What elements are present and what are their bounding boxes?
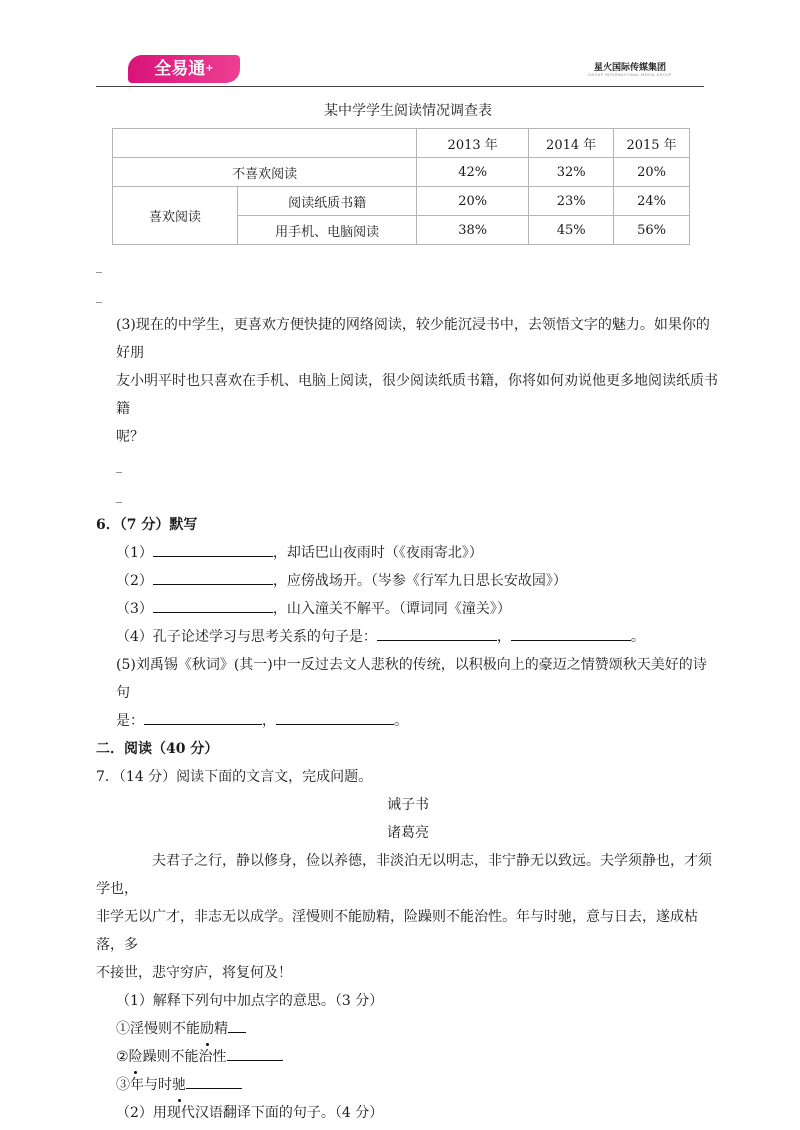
row-label: 用手机、电脑阅读 (238, 216, 417, 245)
word-item (96, 1015, 720, 1043)
table-corner-cell (113, 129, 417, 158)
table-cell: 42% (417, 158, 529, 187)
fill-item (96, 707, 720, 735)
brand-logo-mark: + (205, 63, 214, 74)
answer-blank[interactable] (144, 710, 262, 725)
table-title: 某中学学生阅读情况调查表 (324, 103, 492, 119)
item-text: ，却话巴山夜雨时（《夜雨寄北》） (272, 545, 483, 561)
publisher-name: 星火国际传媒集团 (593, 63, 666, 73)
item-prefix: （4）孔子论述学习与思考关系的句子是： (116, 629, 377, 645)
answer-dash: _ (116, 489, 122, 503)
survey-table (112, 128, 690, 245)
question-text: (3)现在的中学生，更喜欢方便快捷的网络阅读，较少能沉浸书中，去领悟文字的魅力。如果你的好朋 (116, 317, 710, 361)
publisher-badge (560, 60, 700, 77)
word-text: ①淫慢则不能 (116, 1021, 200, 1037)
item-text: 。 (630, 629, 645, 645)
question-text: 呢？ (116, 429, 144, 445)
answer-blank[interactable] (153, 542, 273, 557)
answer-blank[interactable] (186, 1074, 242, 1089)
table-row (113, 187, 690, 216)
table-cell: 20% (417, 187, 529, 216)
dotted-char: 励 (200, 1015, 214, 1043)
item-text: ， (262, 713, 276, 729)
row-group-label: 喜欢阅读 (113, 187, 238, 245)
document-body (96, 98, 720, 1127)
word-text: ② (116, 1049, 129, 1065)
item-prefix: （2） (116, 573, 153, 589)
word-item (96, 1071, 720, 1099)
dotted-char: 驰 (172, 1071, 186, 1099)
brand-logo-text: 全易通 (154, 59, 206, 79)
fill-item (96, 539, 720, 567)
dotted-char: 险 (129, 1043, 143, 1071)
item-prefix: 是： (116, 713, 144, 729)
question-text: 友小明平时也只喜欢在手机、电脑上阅读，很少阅读纸质书籍，你将如何劝说他更多地阅读纸质书籍 (116, 373, 718, 417)
passage-text: 夫君子之行，静以修身，俭以养德，非淡泊无以明志，非宁静无以致远。夫学须静也，才须学也， (96, 853, 712, 897)
table-cell: 24% (614, 187, 690, 216)
year-header: 2013 年 (417, 129, 529, 158)
year-header: 2015 年 (614, 129, 690, 158)
question-heading: 6．（7 分）默写 (96, 517, 198, 533)
item-text: ， (496, 629, 511, 645)
fill-item (96, 623, 720, 651)
answer-blank[interactable] (153, 570, 273, 585)
section-heading: 二．阅读（40 分） (96, 741, 219, 757)
fill-item (96, 567, 720, 595)
item-text: 。 (394, 713, 408, 729)
item-prefix: （3） (116, 601, 153, 617)
year-header: 2014 年 (529, 129, 614, 158)
answer-blank[interactable] (276, 710, 394, 725)
table-cell: 32% (529, 158, 614, 187)
sub-question: （1）解释下列句中加点字的意思。（3 分） (116, 993, 384, 1009)
table-row (113, 158, 690, 187)
passage-text: 不接世，悲守穷庐，将复何及！ (96, 965, 292, 981)
item-text: ，应傍战场开。（岑参《行军九日思长安故园》） (272, 573, 567, 589)
brand-logo (128, 55, 240, 83)
word-text: 躁则不能治性 (142, 1049, 227, 1065)
publisher-subtitle: GROUP INTERNATIONAL MEDIA GROUP (588, 73, 672, 77)
answer-blank[interactable] (228, 1018, 246, 1033)
row-label: 阅读纸质书籍 (238, 187, 417, 216)
answer-blank[interactable] (511, 626, 631, 641)
word-text: ③年与时 (116, 1077, 172, 1093)
item-prefix: （1） (116, 545, 153, 561)
passage-text: 非学无以广才，非志无以成学。淫慢则不能励精，险躁则不能治性。年与时驰，意与日去，遂成枯落，多 (96, 909, 698, 953)
row-label: 不喜欢阅读 (113, 158, 417, 187)
table-header-row (113, 129, 690, 158)
table-cell: 20% (614, 158, 690, 187)
answer-dash: _ (116, 459, 122, 473)
answer-blank[interactable] (377, 626, 497, 641)
fill-item: (5)刘禹锡《秋词》(其一)中一反过去文人悲秋的传统，以积极向上的豪迈之情赞颂秋天美好的诗句 (116, 657, 707, 701)
answer-blank[interactable] (227, 1046, 283, 1061)
passage-author: 诸葛亮 (387, 825, 429, 841)
answer-dash: _ (96, 289, 102, 303)
header-divider (96, 86, 704, 87)
page-header (0, 0, 800, 90)
table-cell: 45% (529, 216, 614, 245)
word-text: 精 (214, 1021, 228, 1037)
passage-title: 诫子书 (387, 797, 429, 813)
item-text: ，山入潼关不解平。（谭词同《潼关》） (272, 601, 511, 617)
question-heading: 7．（14 分）阅读下面的文言文，完成问题。 (96, 769, 373, 785)
table-cell: 23% (529, 187, 614, 216)
table-cell: 56% (614, 216, 690, 245)
answer-dash: _ (96, 259, 102, 273)
fill-item (96, 595, 720, 623)
table-cell: 38% (417, 216, 529, 245)
sub-question: （2）用现代汉语翻译下面的句子。（4 分） (116, 1105, 384, 1121)
word-item (96, 1043, 720, 1071)
answer-blank[interactable] (153, 598, 273, 613)
